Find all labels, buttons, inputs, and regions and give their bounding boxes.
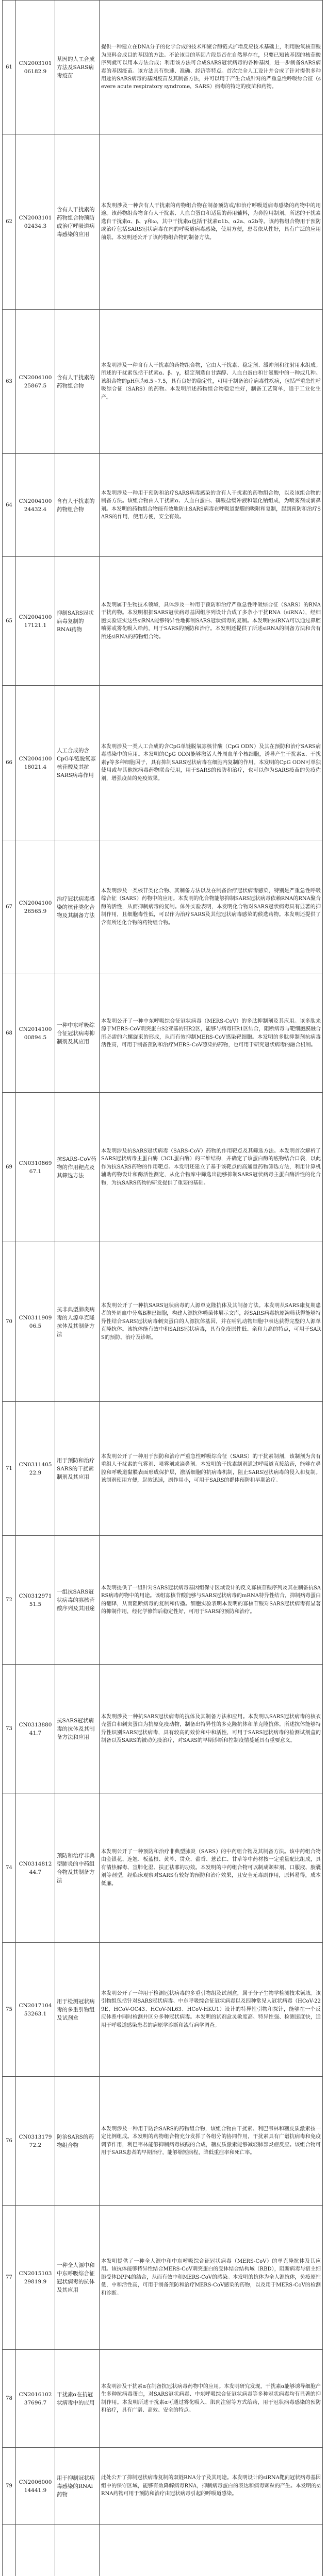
patent-abstract: 提供一种建立在DNA分子的化学合成的技术和聚合酶链式扩增反应技术基础上，利用脱氧核苷酸为原料合成目的基因的方法。不论该目的基因片段是否在自然界存在，只要已知该基因的核苷酸序列就可以用本方法合成；利用该方法可合成SARS冠状病毒的各种基因，进一步制备SARS病毒的基因疫苗。该方法具有快速、准确、经济等特点。首次完全人工设计并合成了针对提供多种用途的SARS病毒的基因疫苗及其制备方法，并可以用于产生合成针对的严重急性呼吸综合征（severe acute respiratory syndrome，SARS）病毒的特定的疫苗和药物。 <box>100 1 323 134</box>
row-number: 68 <box>3 974 16 1093</box>
row-number: 77 <box>3 2206 16 2350</box>
patent-row <box>3 840 323 974</box>
patent-title: 用于预防和治疗SARS的干扰素制剂及其应用 <box>55 1402 100 1536</box>
row-number: 73 <box>3 1665 16 1793</box>
patent-abstract: 本发明涉及一类人工合成的含CpG单链脱氧寡核苷酸（CpG ODN）及其在预防和治疗SARS病毒感染中的应用。本发明的CpG ODN能够激活人外周血单个核细胞，诱导产生干扰素α、干扰素γ等多种细胞因子，具有抑制SARS冠状病毒在细胞内复制的作用。本发明的CpG ODN可单独使用或与其他抗病毒药物联合使用，用于SARS的预防和治疗，也可以作为SARS疫苗的免疫佐剂，增强疫苗的免疫效果。 <box>100 686 323 840</box>
row-number: 63 <box>3 310 16 454</box>
patent-title <box>55 2525 100 2576</box>
patent-abstract: 本发明涉及抗SARS冠状病毒（SARS-CoV）药物的作用靶点及其筛选方法。本发明首次解析了SARS冠状病毒主蛋白酶（3CL蛋白酶）的三维结构，并确定了该蛋白酶的底物结合口袋，以此作为抗SARS药物的作用靶点。本发明还建立了基于该靶点的高通量药物筛选方法，利用计算机辅助药物设计和酶活性测定，从化合物库中筛选出能够抑制SARS冠状病毒主蛋白酶活性的化合物，为抗SARS药物的研发提供了重要的基础。 <box>100 1093 323 1242</box>
patent-row <box>3 686 323 840</box>
patent-row <box>3 2350 323 2448</box>
patent-abstract: 本发明涉及一种抗SARS冠状病毒的抗体及其制备方法和应用。本发明以SARS冠状病毒的核衣壳蛋白和刺突蛋白为抗原免疫动物，制备出特异性的多克隆抗体和单克隆抗体。所述抗体能够特异性识别SARS冠状病毒，具有较高的效价和中和活性，可用于SARS冠状病毒的检测试剂盒的制备以及SARS的被动免疫治疗，对SARS的早期诊断和控制疫情蔓延具有重要意义。 <box>100 1665 323 1793</box>
patent-row <box>3 974 323 1093</box>
patent-title: 含有人干扰素的药物组合物 <box>55 454 100 557</box>
patent-row <box>3 1943 323 2077</box>
patent-abstract: 本发明公开了一种用于预防和治疗严重急性呼吸综合征（SARS）的干扰素制剂，该制剂为含有重组人干扰素的气雾剂、喷雾剂或滴鼻剂。本发明的干扰素制剂通过呼吸道直接给药，能够在鼻腔和呼吸道黏膜表面形成保护层，激活细胞的抗病毒机制，阻止SARS冠状病毒的侵入和复制。该制剂使用方便，起效迅速，副作用小，可用于SARS的群体预防和早期治疗。 <box>100 1402 323 1536</box>
patent-abstract: 本发明公开了一种用于检测冠状病毒的多重引物组及试剂盒，属于分子生物学检测技术领域。该引物组包括针对SARS冠状病毒、中东呼吸综合征冠状病毒以及四种常见人冠状病毒（HCoV-229E、HCoV-OC43、HCoV-NL63、HCoV-HKU1）设计的特异性引物和探针，能够在一个反应体系中同时检测并区分多种冠状病毒。本发明的试剂盒灵敏度高、特异性强、检测速度快，适用于呼吸道感染患者的病原学诊断和流行病学调查。 <box>100 1943 323 2077</box>
application-number: CN201710453263.1 <box>16 1943 55 2077</box>
patent-rows <box>3 1 323 2576</box>
patent-abstract: 本发明涉及一类核苷类化合物、其制备方法以及在制备治疗冠状病毒感染，特别是严重急性呼吸综合征（SARS）药物中的应用。本发明的化合物能够抑制SARS冠状病毒依赖RNA的RNA聚合酶的活性，从而抑制病毒的复制。体外实验表明，本发明化合物对SARS冠状病毒具有显著的抑制作用，且细胞毒性低，可以作为治疗SARS及其他冠状病毒感染的候选药物。本发明还提供了含有所述化合物的药物组合物。 <box>100 840 323 974</box>
patent-row <box>3 134 323 310</box>
patent-row <box>3 2525 323 2576</box>
patent-title: 抗SARS冠状病毒的抗体及其制备方法和应用 <box>55 1665 100 1793</box>
application-number: CN201410000894.5 <box>16 974 55 1093</box>
application-number: CN031086967.1 <box>16 1093 55 1242</box>
patent-row <box>3 2206 323 2350</box>
application-number: CN201510329819.9 <box>16 2206 55 2350</box>
patent-title: 一种全人源中和中东呼吸综合征冠状病毒的抗体及其应用 <box>55 2206 100 2350</box>
row-number: 72 <box>3 1536 16 1665</box>
application-number: CN200410026565.9 <box>16 840 55 974</box>
application-number: CN200310106182.9 <box>16 1 55 134</box>
patent-title: 抗SARS-CoV药物的作用靶点及其筛选方法 <box>55 1093 100 1242</box>
row-number <box>3 2525 16 2576</box>
patent-title: 用于抑制冠状病毒感染的RNAi药物 <box>55 2448 100 2525</box>
patent-abstract <box>100 2525 323 2576</box>
patent-abstract: 本发明公开了一种抗SARS冠状病毒的人源单克隆抗体及其制备方法。本发明从SARS康复期患者的外周血中分离B淋巴细胞，构建人源抗体噬菌体展示文库，经SARS病毒抗原淘筛获得能够特异性结合SARS冠状病毒刺突蛋白的人源抗体基因，并在哺乳动物细胞中表达获得完整的人源单克隆抗体。该抗体能有效中和SARS冠状病毒，具有免疫原性低、亲和力高的特点，可用于SARS的预防、治疗及诊断。 <box>100 1242 323 1402</box>
patent-title: 干扰素α在抗冠状病毒中的应用 <box>55 2350 100 2448</box>
application-number: CN200410017121.1 <box>16 557 55 686</box>
row-number: 61 <box>3 1 16 134</box>
row-number: 74 <box>3 1793 16 1943</box>
patent-row <box>3 2448 323 2525</box>
row-number: 62 <box>3 134 16 310</box>
patent-title: 含有人干扰素的药物组合物 <box>55 310 100 454</box>
patent-row <box>3 2077 323 2206</box>
row-number: 75 <box>3 1943 16 2077</box>
row-number: 64 <box>3 454 16 557</box>
application-number: CN200310102434.3 <box>16 134 55 310</box>
row-number: 69 <box>3 1093 16 1242</box>
application-number: CN200600014441.9 <box>16 2448 55 2525</box>
patent-title: 防治SARS的药物组合物 <box>55 2077 100 2206</box>
patent-title: 一种中东呼吸综合征冠状病毒抑制剂及其应用 <box>55 974 100 1093</box>
row-number: 67 <box>3 840 16 974</box>
row-number: 70 <box>3 1242 16 1402</box>
application-number: CN200410018021.4 <box>16 686 55 840</box>
patent-abstract: 本发明涉及干扰素α在制备抗冠状病毒药物中的应用。本发明研究发现，干扰素α能够诱导细胞产生多种抗病毒蛋白，对SARS冠状病毒、中东呼吸综合征冠状病毒等多种冠状病毒均有显著的抑制作用。本发明所述干扰素α可通过雾化吸入、肌肉注射等方式给药，用于冠状病毒感染的预防和治疗，具有广谱、高效、安全的特点。 <box>100 2350 323 2448</box>
row-number: 76 <box>3 2077 16 2206</box>
patent-title: 一组抗SARS冠状病毒的寡核苷酸序列及其用途 <box>55 1536 100 1665</box>
patent-title: 预防和治疗非典型肺炎的中药组合物及其制备方法 <box>55 1793 100 1943</box>
application-number: CN201610237696.7 <box>16 2350 55 2448</box>
row-number: 78 <box>3 2350 16 2448</box>
application-number: CN031140522.9 <box>16 1402 55 1536</box>
row-number: 66 <box>3 686 16 840</box>
application-number: CN031297151.5 <box>16 1536 55 1665</box>
patent-abstract: 本发明属于生物技术领域，具体涉及一种用于预防和治疗严重急性呼吸综合征（SARS）的RNA干扰药物。本发明根据SARS冠状病毒基因组序列设计合成了多条小干扰RNA（siRNA），经细胞实验证实这些siRNA能够特异性地抑制SARS冠状病毒的复制。本发明的siRNA可以通过鼻腔喷雾或雾化吸入给药，用于SARS的预防和治疗。本发明还提供了所述siRNA的制备方法和含有所述siRNA的药物组合物。 <box>100 557 323 686</box>
patent-list-table <box>2 0 323 2576</box>
patent-row <box>3 454 323 557</box>
patent-title: 含有人干扰素的药物组合物预防或治疗呼吸道病毒感染的应用 <box>55 134 100 310</box>
patent-row <box>3 1536 323 1665</box>
patent-row <box>3 1793 323 1943</box>
patent-row <box>3 557 323 686</box>
row-number: 79 <box>3 2448 16 2525</box>
patent-abstract: 此处公开了抑制冠状病毒复制的双链RNA分子及其用途。本发明设计的siRNA靶向冠状病毒基因组中的保守区域，能够有效降解病毒RNA，抑制病毒蛋白的表达和病毒颗粒的产生。本发明的siRNA药物可用于预防和治疗由冠状病毒引起的呼吸道感染。 <box>100 2448 323 2525</box>
row-number: 65 <box>3 557 16 686</box>
patent-abstract: 本发明提供了一组针对SARS冠状病毒基因组保守区域设计的反义寡核苷酸序列及其在制备抗SARS病毒药物中的用途。该组寡核苷酸能够与SARS冠状病毒的mRNA特异性结合，抑制病毒蛋白的翻译，从而阻断病毒的复制和传播。细胞实验表明本发明的寡核苷酸对SARS冠状病毒有显著的抑制作用，经化学修饰后稳定性好，可用于SARS的预防和治疗。 <box>100 1536 323 1665</box>
patent-title: 用于检测冠状病毒的多重引物组及试剂盒 <box>55 1943 100 2077</box>
patent-abstract: 本发明涉及一种含有人干扰素的药物组合物，它由人干扰素、稳定剂、缓冲剂和注射用水组成。所述的干扰素包括干扰素α、β、γ，稳定剂选自甘露醇、人血白蛋白和甘氨酸中的一种或几种。该组合物的pH值为6.5~7.5，具有良好的稳定性，可用于制备治疗病毒性疾病，包括严重急性呼吸综合征（SARS）的药物。本发明所述药物组合物稳定性好，制备工艺简单，适于工业化生产。 <box>100 310 323 454</box>
application-number: CN031317972.2 <box>16 2077 55 2206</box>
application-number: CN031190906.5 <box>16 1242 55 1402</box>
patent-abstract: 本发明涉及一种用于防治SARS的药物组合物，该组合物由干扰素、利巴韦林和糖皮质激素按一定比例组成。本发明的药物组合物充分发挥了各组分的协同作用，干扰素具有广谱抗病毒和免疫调节作用，利巴韦林能够抑制病毒核酸的合成，糖皮质激素能够减轻肺部炎症反应。该组合物可用于SARS患者的早期治疗，能够缩短病程，降低重症率和死亡率。 <box>100 2077 323 2206</box>
patent-title: 抗非典型肺炎病毒的人源单克隆抗体及其制备方法 <box>55 1242 100 1402</box>
patent-title: 抑制SARS冠状病毒复制的RNAi药物 <box>55 557 100 686</box>
patent-row <box>3 1665 323 1793</box>
patent-abstract: 本发明涉及一种含有人干扰素的药物组合物在制备预防或/和治疗呼吸道病毒感染的药物中的用途。该药物组合物含有人干扰素、人血白蛋白和适量的药用辅料，为鼻腔用制剂。所述的干扰素选自干扰素α、β、γ和ω，其中干扰素α包括干扰素α1b、α2a、α2b等。该药物组合物用于预防或治疗包括SARS冠状病毒在内的呼吸道病毒感染，使用方便，患者依从性好，具有广泛的应用前景。本发明还公开了该药物组合物的制备方法。 <box>100 134 323 310</box>
application-number <box>16 2525 55 2576</box>
patent-row <box>3 1242 323 1402</box>
patent-row <box>3 1093 323 1242</box>
patent-row <box>3 1 323 134</box>
application-number: CN031481244.7 <box>16 1793 55 1943</box>
patent-title: 基因的人工合成方法及SARS病毒疫苗 <box>55 1 100 134</box>
patent-abstract: 本发明公开了一种预防和治疗非典型肺炎（SARS）的中药组合物及其制备方法。该中药组合物由金银花、连翘、板蓝根、黄芩、贯众、藿香、薏苡仁、甘草等中药材按一定重量配比组成，具有清热解毒、宣肺化湿、扶正祛邪的功效。本发明的中药组合物可以制成颗粒剂、口服液、胶囊剂等剂型，经临床观察对SARS有较好的预防和治疗效果，且安全无毒副作用，原料易得，成本低廉。 <box>100 1793 323 1943</box>
application-number: CN200410024432.4 <box>16 454 55 557</box>
application-number: CN031388041.7 <box>16 1665 55 1793</box>
row-number: 71 <box>3 1402 16 1536</box>
patent-abstract: 本发明提供了一种全人源中和中东呼吸综合征冠状病毒（MERS-CoV）的单克隆抗体及其应用。该抗体能够特异性结合MERS-CoV刺突蛋白的受体结合结构域（RBD），阻断病毒与宿主细胞受体DPP4的结合，从而有效中和MERS-CoV的感染。本发明的抗体为全人源抗体，免疫原性低，中和活性高，可用于制备预防和治疗MERS-CoV感染的药物，以及用于MERS-CoV的检测和诊断。 <box>100 2206 323 2350</box>
patent-abstract: 本发明涉及一种用于预防和治疗SARS病毒感染的含有人干扰素的药物组合物，以及该组合物的制备方法。该组合物由人干扰素α、人血白蛋白、磷酸盐缓冲液和氯化钠组成，为喷雾剂或滴鼻剂。本发明的药物组合物能有效地防止SARS病毒在呼吸道黏膜的吸附和复制，起到预防和治疗SARS的作用，使用方便，安全有效。 <box>100 454 323 557</box>
patent-row <box>3 1402 323 1536</box>
patent-abstract: 本发明公开了一种中东呼吸综合征冠状病毒（MERS-CoV）的多肽抑制剂及其应用。该多肽来源于MERS-CoV刺突蛋白S2亚基的HR2区，能够与病毒HR1区结合，阻断病毒与靶细胞膜融合所必需的六螺旋束的形成，从而有效抑制MERS-CoV感染靶细胞。本发明的多肽抑制剂抗病毒活性高，可用于制备预防和治疗MERS-CoV感染的药物，也可用于研究冠状病毒的融合机制。 <box>100 974 323 1093</box>
patent-row <box>3 310 323 454</box>
patent-title: 治疗冠状病毒感染的核苷类化合物及其制备方法 <box>55 840 100 974</box>
application-number: CN200410025867.5 <box>16 310 55 454</box>
patent-title: 人工合成的含CpG单链脱氧寡核苷酸及其抗SARS病毒作用 <box>55 686 100 840</box>
